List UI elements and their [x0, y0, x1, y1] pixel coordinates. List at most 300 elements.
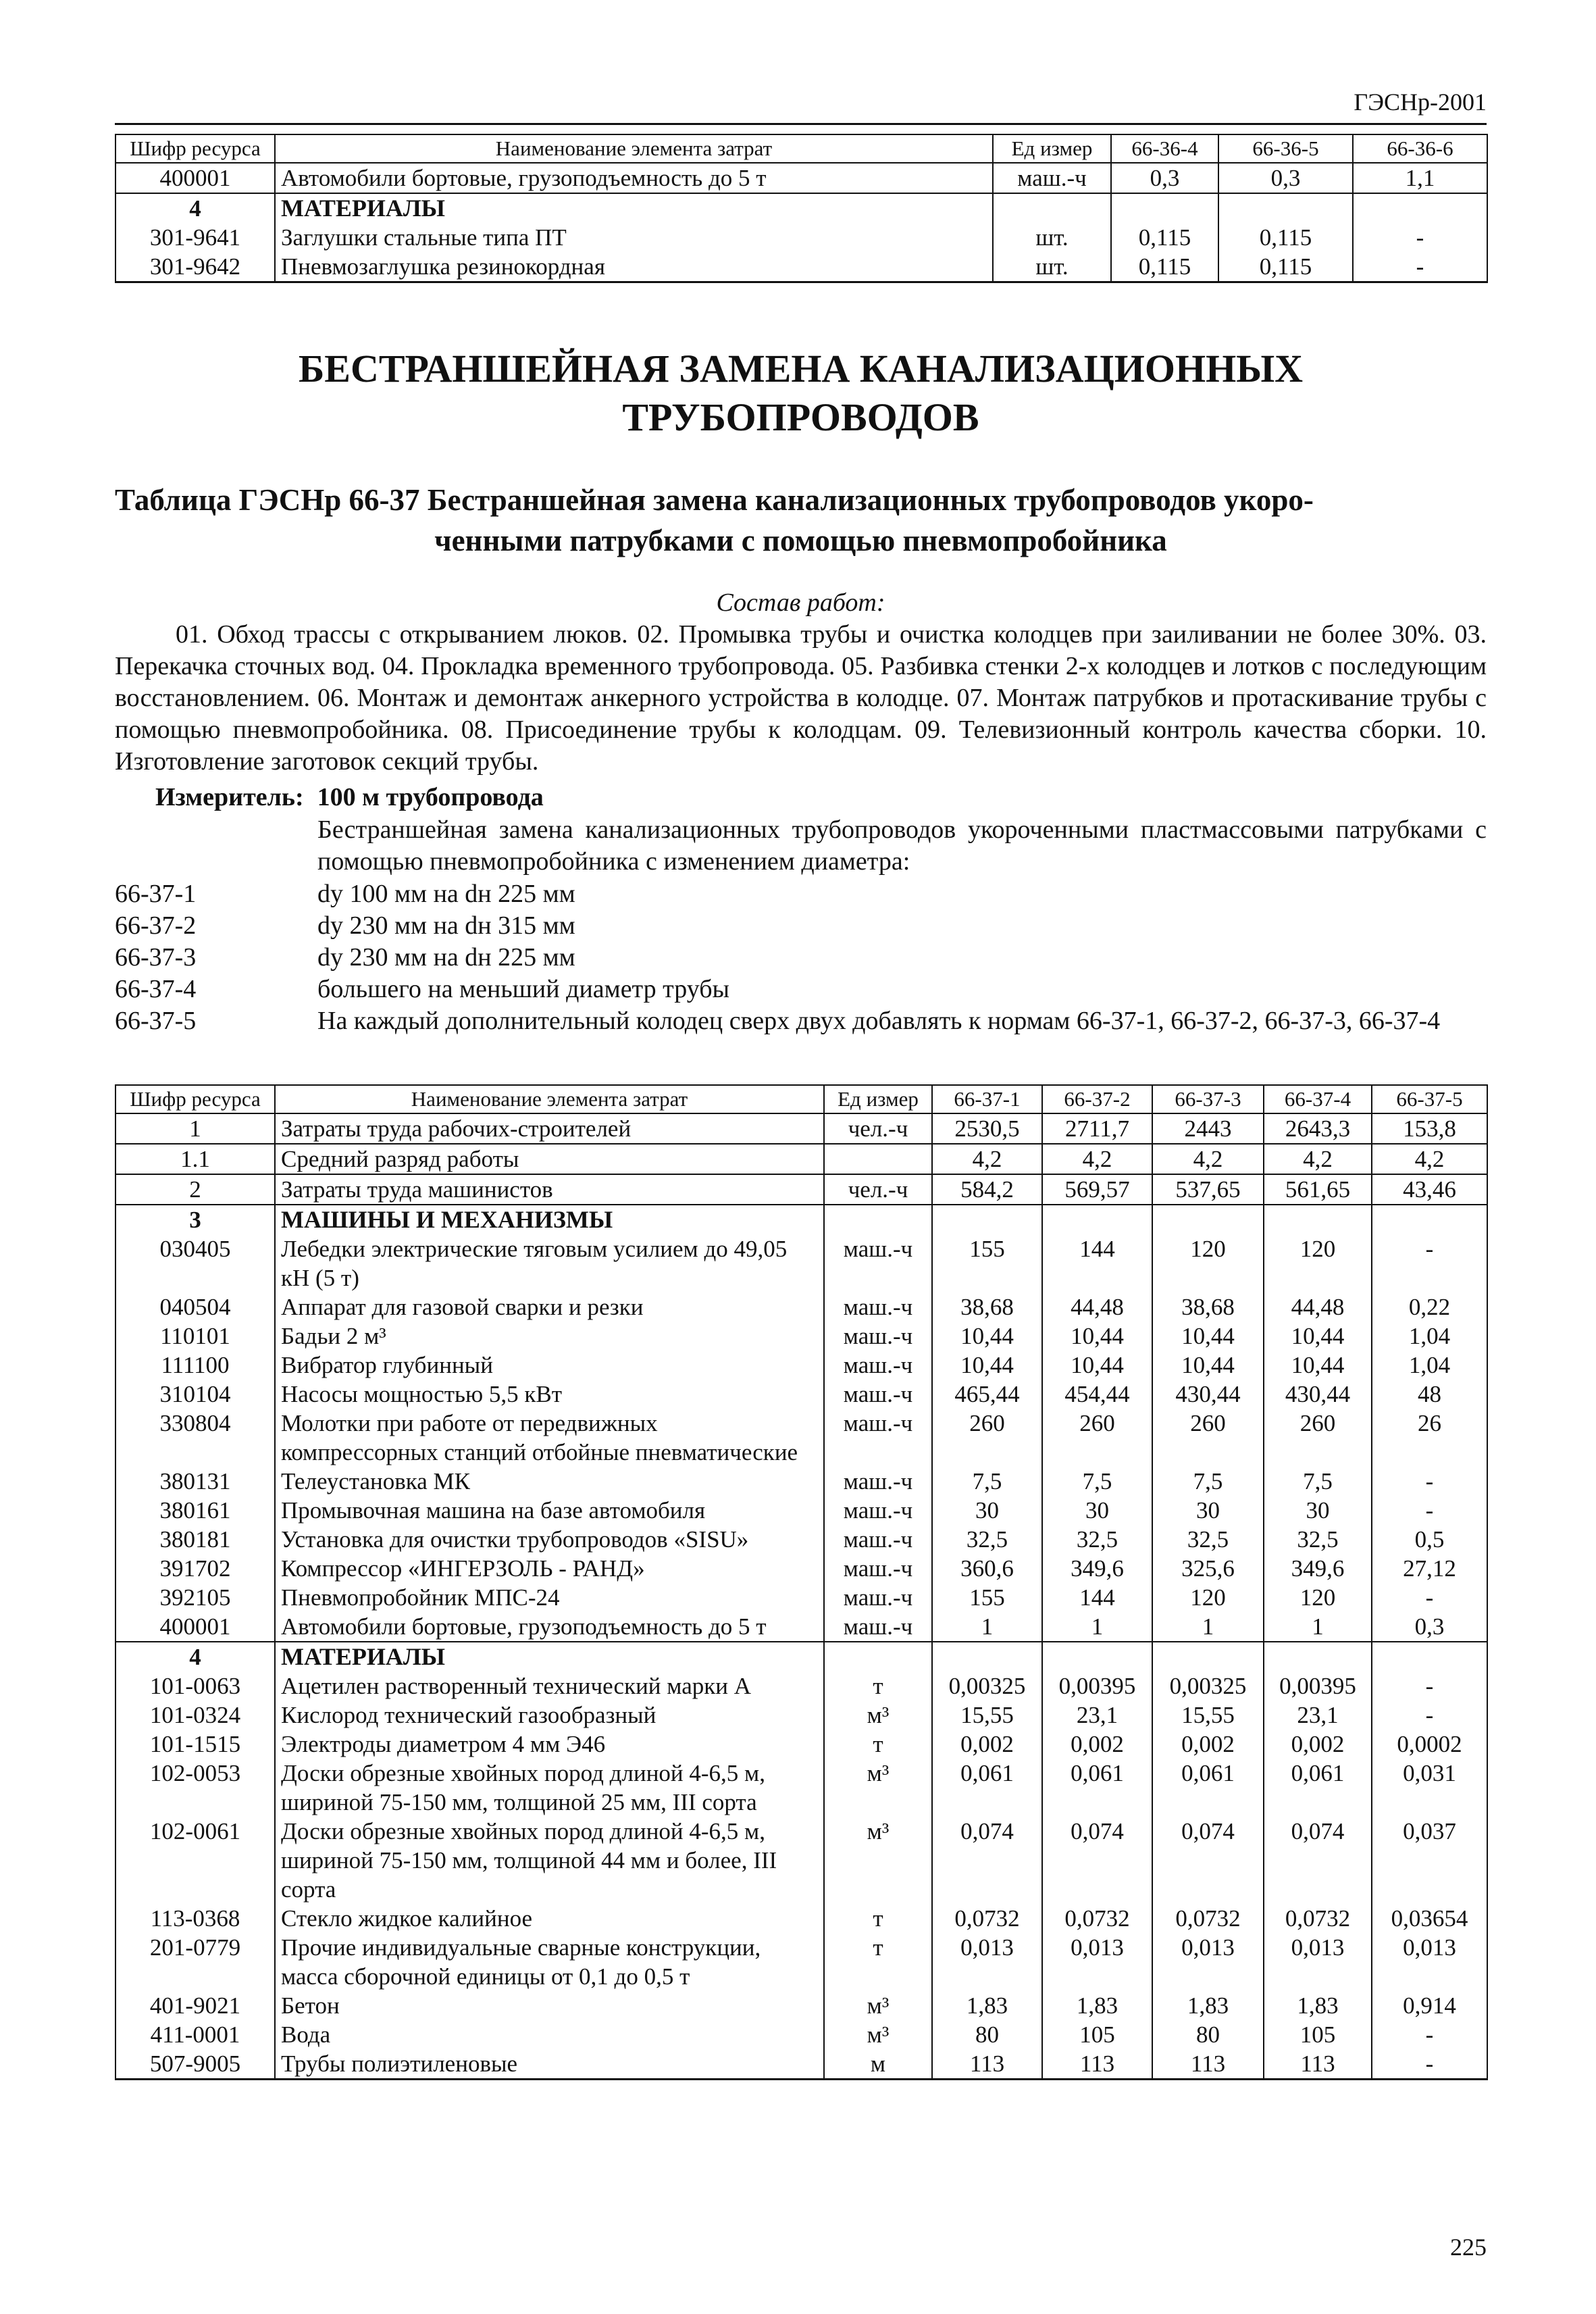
table-row [115, 2020, 1487, 2049]
norm-value: 1,04 [1372, 1351, 1487, 1380]
norm-value: 105 [1264, 2020, 1372, 2049]
composition-text: 01. Обход трассы с открыванием люков. 02. Промывка трубы и очистка колодцев при заиливании не более 30%. 03. Перекачка сточных вод. 04. Прокладка временного трубопровода. 05. Разбивка стенки 2-х колодцев и лотков с последующим восстановлением. 06. Монтаж и демонтаж анкерного устройства в колодце. 07. Монтаж патрубков и протаскивание трубы с помощью пневмопробойника. 08. Присоединение трубы к колодцам. 09. Телевизионный контроль качества сборки. 10. Изготовление заготовок секций трубы. [115, 620, 1487, 776]
resource-code: 111100 [115, 1351, 275, 1380]
norm-value: - [1372, 1234, 1487, 1292]
section-title-line: БЕСТРАНШЕЙНАЯ ЗАМЕНА КАНАЛИЗАЦИОННЫХ [298, 347, 1304, 391]
norm-value: 144 [1042, 1234, 1152, 1292]
variant-item [115, 878, 1487, 910]
norm-value [1152, 1205, 1264, 1234]
norm-value: 260 [1264, 1409, 1372, 1467]
table-row [115, 1174, 1487, 1205]
resource-unit: маш.-ч [824, 1322, 932, 1351]
norm-value: 0,074 [1264, 1817, 1372, 1904]
resource-code: 411-0001 [115, 2020, 275, 2049]
resource-unit: маш.-ч [824, 1409, 932, 1467]
resource-code: 101-1515 [115, 1730, 275, 1759]
norm-value [1042, 1205, 1152, 1234]
resource-name: Прочие индивидуальные сварные конструкции, масса сборочной единицы от 0,1 до 0,5 т [275, 1933, 824, 1991]
norm-value: 0,914 [1372, 1991, 1487, 2020]
norm-value: 0,074 [1152, 1817, 1264, 1904]
norm-value: 0,013 [1264, 1933, 1372, 1991]
norm-value: 260 [1042, 1409, 1152, 1467]
resource-code: 102-0053 [115, 1759, 275, 1817]
table-row [115, 1113, 1487, 1144]
resource-name: Насосы мощностью 5,5 кВт [275, 1380, 824, 1409]
table-row [115, 193, 1487, 223]
table-row [115, 1234, 1487, 1292]
norm-value: 113 [1264, 2049, 1372, 2080]
norm-value: 0,115 [1218, 223, 1353, 252]
norm-value: 15,55 [932, 1701, 1042, 1730]
norm-value [1353, 193, 1487, 223]
resource-name: Молотки при работе от передвижных компрессорных станций отбойные пневматические [275, 1409, 824, 1467]
col-header: 66-37-4 [1264, 1085, 1372, 1113]
resource-name: Ацетилен растворенный технический марки А [275, 1671, 824, 1701]
resource-name: Средний разряд работы [275, 1144, 824, 1174]
norm-value: 0,115 [1111, 252, 1218, 282]
resource-code: 301-9641 [115, 223, 275, 252]
norm-value: 0,031 [1372, 1759, 1487, 1817]
variant-item [115, 942, 1487, 974]
table-row [115, 1759, 1487, 1817]
norm-value: 32,5 [1264, 1525, 1372, 1554]
norm-value: - [1372, 2020, 1487, 2049]
resource-unit: т [824, 1671, 932, 1701]
norm-value: 0,013 [1372, 1933, 1487, 1991]
table-row [115, 1991, 1487, 2020]
resource-name: Установка для очистки трубопроводов «SISU» [275, 1525, 824, 1554]
col-header: Шифр ресурса [115, 134, 275, 163]
norm-value: 30 [1152, 1496, 1264, 1525]
norm-value: 1 [1264, 1612, 1372, 1642]
norm-value: 0,061 [1152, 1759, 1264, 1817]
norm-value: - [1372, 2049, 1487, 2080]
resource-code: 030405 [115, 1234, 275, 1292]
document-code: ГЭСНр-2001 [1354, 89, 1487, 116]
norm-value [1372, 1642, 1487, 1671]
resource-unit: м [824, 2049, 932, 2080]
col-header: Шифр ресурса [115, 1085, 275, 1113]
norm-value [1218, 193, 1353, 223]
resource-code: 4 [115, 193, 275, 223]
col-header: 66-37-3 [1152, 1085, 1264, 1113]
resource-code: 110101 [115, 1322, 275, 1351]
norm-value: 0,061 [1264, 1759, 1372, 1817]
norm-value: 0,002 [1042, 1730, 1152, 1759]
norm-value: 0,03654 [1372, 1904, 1487, 1933]
norm-value: 153,8 [1372, 1113, 1487, 1144]
norm-value: 2530,5 [932, 1113, 1042, 1144]
norm-value [932, 1642, 1042, 1671]
meter-value: 100 м трубопровода [317, 783, 544, 811]
table-row [115, 1612, 1487, 1642]
norm-value: 10,44 [1042, 1351, 1152, 1380]
table-row [115, 1467, 1487, 1496]
resource-unit [824, 1205, 932, 1234]
main-table-header [115, 1085, 1487, 1113]
norm-value: 38,68 [932, 1292, 1042, 1322]
main-resource-table [115, 1084, 1488, 2080]
norm-value: 105 [1042, 2020, 1152, 2049]
norm-value: 32,5 [1152, 1525, 1264, 1554]
norm-value: 0,3 [1111, 163, 1218, 193]
resource-unit: маш.-ч [824, 1234, 932, 1292]
norm-value: 2711,7 [1042, 1113, 1152, 1144]
table-row [115, 1292, 1487, 1322]
table-row [115, 1380, 1487, 1409]
norm-value: 260 [932, 1409, 1042, 1467]
variant-code: 66-37-5 [115, 1007, 197, 1035]
variant-code: 66-37-3 [115, 943, 197, 972]
meter-label: Измеритель: [155, 783, 304, 811]
resource-name: Затраты труда машинистов [275, 1174, 824, 1205]
resource-name: Промывочная машина на базе автомобиля [275, 1496, 824, 1525]
norm-value: 0,002 [932, 1730, 1042, 1759]
norm-value [1264, 1642, 1372, 1671]
norm-value: 0,002 [1264, 1730, 1372, 1759]
norm-value: 1,83 [1264, 1991, 1372, 2020]
resource-unit: маш.-ч [824, 1496, 932, 1525]
resource-name: МАТЕРИАЛЫ [275, 193, 993, 223]
table-row [115, 2049, 1487, 2080]
norm-value: 15,55 [1152, 1701, 1264, 1730]
norm-value [1111, 193, 1218, 223]
norm-value: 27,12 [1372, 1554, 1487, 1583]
variant-text: На каждый дополнительный колодец сверх двух добавлять к нормам 66-37-1, 66-37-2, 66-37-3, 66-37-4 [317, 1007, 1441, 1035]
col-header: 66-37-1 [932, 1085, 1042, 1113]
norm-value: 0,00325 [1152, 1671, 1264, 1701]
resource-unit: шт. [993, 223, 1111, 252]
norm-value: 1 [1152, 1612, 1264, 1642]
norm-value: 10,44 [1264, 1351, 1372, 1380]
resource-unit: м³ [824, 1991, 932, 2020]
resource-name: Компрессор «ИНГЕРЗОЛЬ - РАНД» [275, 1554, 824, 1583]
norm-value: 2643,3 [1264, 1113, 1372, 1144]
table-row [115, 1144, 1487, 1174]
norm-value: - [1372, 1701, 1487, 1730]
table-row [115, 1205, 1487, 1234]
norm-value: 465,44 [932, 1380, 1042, 1409]
resource-code: 201-0779 [115, 1933, 275, 1991]
variant-code: 66-37-1 [115, 880, 197, 908]
norm-value: 7,5 [1042, 1467, 1152, 1496]
resource-code: 040504 [115, 1292, 275, 1322]
resource-name: Аппарат для газовой сварки и резки [275, 1292, 824, 1322]
resource-name: Доски обрезные хвойных пород длиной 4-6,5 м, шириной 75-150 мм, толщиной 25 мм, III сорта [275, 1759, 824, 1817]
norm-value: 349,6 [1042, 1554, 1152, 1583]
resource-code: 400001 [115, 1612, 275, 1642]
resource-unit: маш.-ч [824, 1467, 932, 1496]
norm-value: 360,6 [932, 1554, 1042, 1583]
resource-code: 101-0324 [115, 1701, 275, 1730]
norm-value: 43,46 [1372, 1174, 1487, 1205]
resource-name: Кислород технический газообразный [275, 1701, 824, 1730]
resource-name: МАТЕРИАЛЫ [275, 1642, 824, 1671]
resource-code: 301-9642 [115, 252, 275, 282]
norm-value [932, 1205, 1042, 1234]
table-row [115, 1496, 1487, 1525]
resource-unit: маш.-ч [824, 1612, 932, 1642]
resource-name: Телеустановка МК [275, 1467, 824, 1496]
resource-name: Затраты труда рабочих-строителей [275, 1113, 824, 1144]
norm-value: 7,5 [932, 1467, 1042, 1496]
header-rule [115, 123, 1487, 125]
section-title [115, 345, 1487, 442]
table-row [115, 1817, 1487, 1904]
resource-code: 401-9021 [115, 1991, 275, 2020]
resource-unit: шт. [993, 252, 1111, 282]
section-title-line: ТРУБОПРОВОДОВ [622, 395, 979, 439]
norm-value: 0,5 [1372, 1525, 1487, 1554]
variant-item [115, 910, 1487, 942]
resource-name: Трубы полиэтиленовые [275, 2049, 824, 2080]
norm-value: - [1353, 223, 1487, 252]
table-caption-line: ченными патрубками с помощью пневмопробойника [434, 524, 1167, 557]
table-row [115, 1933, 1487, 1991]
norm-value: 325,6 [1152, 1554, 1264, 1583]
norm-value: 0,00395 [1264, 1671, 1372, 1701]
norm-value: 430,44 [1264, 1380, 1372, 1409]
resource-name: Вода [275, 2020, 824, 2049]
variant-code: 66-37-2 [115, 911, 197, 940]
table-row [115, 223, 1487, 252]
resource-unit: маш.-ч [993, 163, 1111, 193]
resource-code: 392105 [115, 1583, 275, 1612]
resource-unit: чел.-ч [824, 1113, 932, 1144]
resource-name: Бетон [275, 1991, 824, 2020]
table-row [115, 1642, 1487, 1671]
norm-value: 569,57 [1042, 1174, 1152, 1205]
norm-value: 1,83 [1152, 1991, 1264, 2020]
norm-value: 10,44 [932, 1351, 1042, 1380]
norm-value [1372, 1205, 1487, 1234]
norm-value: 113 [932, 2049, 1042, 2080]
norm-value: 537,65 [1152, 1174, 1264, 1205]
norm-value: 23,1 [1042, 1701, 1152, 1730]
norm-value: 10,44 [1264, 1322, 1372, 1351]
resource-name: Заглушки стальные типа ПТ [275, 223, 993, 252]
resource-code: 380161 [115, 1496, 275, 1525]
table-caption-line: Таблица ГЭСНр 66-37 Бестраншейная замена канализационных трубопроводов укоро- [115, 483, 1314, 517]
table-caption [115, 480, 1487, 561]
norm-value: 1 [932, 1612, 1042, 1642]
top-table-header [115, 134, 1487, 163]
norm-value: - [1372, 1496, 1487, 1525]
resource-code: 3 [115, 1205, 275, 1234]
norm-value: 561,65 [1264, 1174, 1372, 1205]
table-row [115, 1525, 1487, 1554]
norm-value: 0,002 [1152, 1730, 1264, 1759]
variants-list [115, 878, 1487, 1037]
norm-value: 1,83 [932, 1991, 1042, 2020]
norm-value: 38,68 [1152, 1292, 1264, 1322]
norm-value: 0,115 [1218, 252, 1353, 282]
resource-code: 380181 [115, 1525, 275, 1554]
table-row [115, 1904, 1487, 1933]
norm-value: 1 [1042, 1612, 1152, 1642]
norm-value: 349,6 [1264, 1554, 1372, 1583]
norm-value: 120 [1152, 1583, 1264, 1612]
resource-name: Доски обрезные хвойных пород длиной 4-6,5 м, шириной 75-150 мм, толщиной 44 мм и более, III сорта [275, 1817, 824, 1904]
resource-unit [824, 1642, 932, 1671]
norm-value: 1,04 [1372, 1322, 1487, 1351]
norm-value: 44,48 [1042, 1292, 1152, 1322]
col-header: 66-37-2 [1042, 1085, 1152, 1113]
resource-name: Автомобили бортовые, грузоподъемность до 5 т [275, 163, 993, 193]
resource-code: 391702 [115, 1554, 275, 1583]
col-header: 66-37-5 [1372, 1085, 1487, 1113]
meter-line [155, 782, 544, 812]
norm-value: 32,5 [932, 1525, 1042, 1554]
resource-name: Стекло жидкое калийное [275, 1904, 824, 1933]
resource-code: 2 [115, 1174, 275, 1205]
variant-item [115, 1005, 1487, 1037]
norm-value: 0,22 [1372, 1292, 1487, 1322]
col-header: 66-36-6 [1353, 134, 1487, 163]
norm-value: 10,44 [1152, 1322, 1264, 1351]
resource-name: Бадьи 2 м³ [275, 1322, 824, 1351]
top-resource-table [115, 134, 1488, 283]
norm-value [1152, 1642, 1264, 1671]
norm-value: 430,44 [1152, 1380, 1264, 1409]
norm-value: - [1372, 1583, 1487, 1612]
resource-name: Лебедки электрические тяговым усилием до 49,05 кН (5 т) [275, 1234, 824, 1292]
variant-text: dy 230 мм на dн 225 мм [317, 943, 575, 972]
norm-value: 7,5 [1152, 1467, 1264, 1496]
resource-unit: маш.-ч [824, 1554, 932, 1583]
norm-value: 30 [1264, 1496, 1372, 1525]
norm-value: 144 [1042, 1583, 1152, 1612]
resource-unit: маш.-ч [824, 1292, 932, 1322]
composition-label: Состав работ: [716, 588, 885, 617]
table-row [115, 163, 1487, 193]
norm-value: 0,013 [932, 1933, 1042, 1991]
norm-value: 4,2 [932, 1144, 1042, 1174]
resource-unit: т [824, 1933, 932, 1991]
norm-value: 0,061 [1042, 1759, 1152, 1817]
norm-value: 120 [1264, 1583, 1372, 1612]
norm-value: - [1372, 1671, 1487, 1701]
variants-description: Бестраншейная замена канализационных трубопроводов укороченными пластмассовыми патрубками с помощью пневмопробойника с изменением диаметра: [317, 815, 1487, 876]
norm-value: 2443 [1152, 1113, 1264, 1144]
table-row [115, 1554, 1487, 1583]
table-row [115, 1583, 1487, 1612]
norm-value: 23,1 [1264, 1701, 1372, 1730]
norm-value: 4,2 [1042, 1144, 1152, 1174]
norm-value: 1,1 [1353, 163, 1487, 193]
norm-value: - [1372, 1467, 1487, 1496]
norm-value: 80 [1152, 2020, 1264, 2049]
resource-name: Вибратор глубинный [275, 1351, 824, 1380]
variant-text: большего на меньший диаметр трубы [317, 975, 730, 1003]
resource-name: Пневмопробойник МПС-24 [275, 1583, 824, 1612]
norm-value: 0,0002 [1372, 1730, 1487, 1759]
resource-name: Автомобили бортовые, грузоподъемность до 5 т [275, 1612, 824, 1642]
norm-value: 0,0732 [932, 1904, 1042, 1933]
resource-unit [824, 1144, 932, 1174]
table-row [115, 1351, 1487, 1380]
resource-name: МАШИНЫ И МЕХАНИЗМЫ [275, 1205, 824, 1234]
table-row [115, 1322, 1487, 1351]
resource-code: 4 [115, 1642, 275, 1671]
resource-code: 101-0063 [115, 1671, 275, 1701]
norm-value: 0,061 [932, 1759, 1042, 1817]
resource-unit [993, 193, 1111, 223]
norm-value: 10,44 [1042, 1322, 1152, 1351]
norm-value: 48 [1372, 1380, 1487, 1409]
resource-unit: м³ [824, 1817, 932, 1904]
resource-code: 507-9005 [115, 2049, 275, 2080]
resource-code: 102-0061 [115, 1817, 275, 1904]
norm-value: 113 [1042, 2049, 1152, 2080]
norm-value: 155 [932, 1234, 1042, 1292]
norm-value [1264, 1205, 1372, 1234]
resource-unit: т [824, 1904, 932, 1933]
resource-unit: чел.-ч [824, 1174, 932, 1205]
norm-value: 454,44 [1042, 1380, 1152, 1409]
col-header: Ед измер [824, 1085, 932, 1113]
table-row [115, 1730, 1487, 1759]
col-header: 66-36-4 [1111, 134, 1218, 163]
table-row [115, 252, 1487, 282]
resource-code: 310104 [115, 1380, 275, 1409]
norm-value: 10,44 [1152, 1351, 1264, 1380]
norm-value: 0,074 [932, 1817, 1042, 1904]
resource-code: 330804 [115, 1409, 275, 1467]
norm-value: 0,0732 [1264, 1904, 1372, 1933]
norm-value: 0,013 [1042, 1933, 1152, 1991]
variant-code: 66-37-4 [115, 975, 197, 1003]
resource-code: 113-0368 [115, 1904, 275, 1933]
norm-value: 0,0732 [1042, 1904, 1152, 1933]
table-row [115, 1701, 1487, 1730]
norm-value: 0,00395 [1042, 1671, 1152, 1701]
norm-value: 120 [1152, 1234, 1264, 1292]
norm-value: 0,115 [1111, 223, 1218, 252]
norm-value: 4,2 [1152, 1144, 1264, 1174]
norm-value: 30 [1042, 1496, 1152, 1525]
norm-value [1042, 1642, 1152, 1671]
norm-value: 0,00325 [932, 1671, 1042, 1701]
norm-value: 0,074 [1042, 1817, 1152, 1904]
norm-value: 0,037 [1372, 1817, 1487, 1904]
norm-value: 26 [1372, 1409, 1487, 1467]
resource-unit: маш.-ч [824, 1351, 932, 1380]
resource-unit: т [824, 1730, 932, 1759]
resource-code: 1 [115, 1113, 275, 1144]
resource-unit: м³ [824, 2020, 932, 2049]
col-header: Наименование элемента затрат [275, 134, 993, 163]
resource-code: 1.1 [115, 1144, 275, 1174]
norm-value: 113 [1152, 2049, 1264, 2080]
resource-name: Пневмозаглушка резинокордная [275, 252, 993, 282]
resource-unit: маш.-ч [824, 1380, 932, 1409]
page-number: 225 [1450, 2234, 1487, 2261]
resource-code: 380131 [115, 1467, 275, 1496]
resource-unit: маш.-ч [824, 1583, 932, 1612]
col-header: Ед измер [993, 134, 1111, 163]
resource-unit: м³ [824, 1759, 932, 1817]
norm-value: 584,2 [932, 1174, 1042, 1205]
norm-value: 0,013 [1152, 1933, 1264, 1991]
table-row [115, 1671, 1487, 1701]
resource-code: 400001 [115, 163, 275, 193]
table-row [115, 1409, 1487, 1467]
norm-value: 10,44 [932, 1322, 1042, 1351]
norm-value: 1,83 [1042, 1991, 1152, 2020]
norm-value: 4,2 [1372, 1144, 1487, 1174]
variant-text: dy 230 мм на dн 315 мм [317, 911, 575, 940]
